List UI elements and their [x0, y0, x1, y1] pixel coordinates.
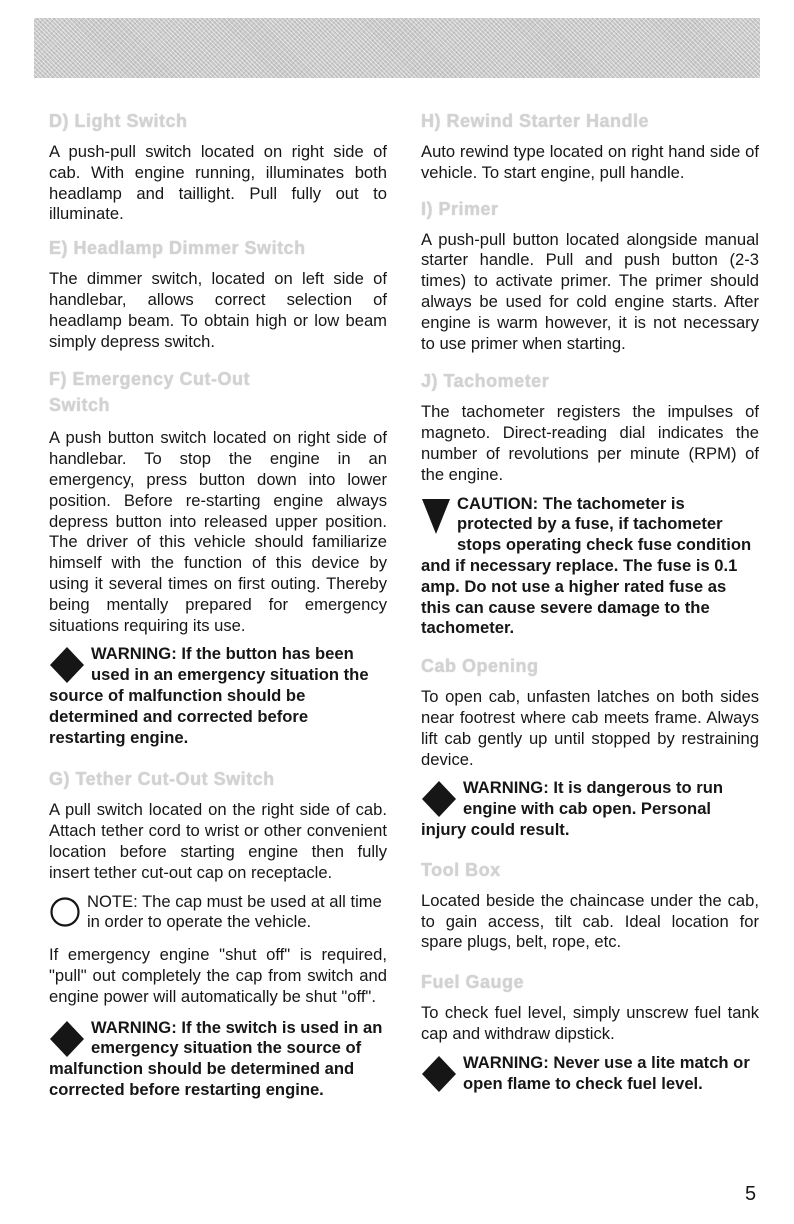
- tether-switch-warning-text: WARNING: If the switch is used in an emergency situation the source of malfunction should be determined and corrected before restarting engine.: [49, 1017, 383, 1099]
- note-circle-icon: [49, 896, 81, 928]
- heading-tachometer: J) Tachometer: [421, 371, 550, 392]
- warning-diamond-icon: [421, 1055, 457, 1093]
- heading-primer: I) Primer: [421, 198, 499, 219]
- warning-diamond-icon: [49, 646, 85, 684]
- tether-switch-note: [49, 892, 387, 934]
- emergency-cutout-warning: [49, 644, 387, 748]
- caution-triangle-icon: [421, 496, 451, 536]
- tachometer-caution-text: CAUTION: The tachometer is protected by a fuse, if tachometer stops operating check fuse condition and if necessary replace. The fuse is 0.1 amp. Do not use a higher rated fuse as this can cause severe damage to the tachometer.: [421, 493, 752, 638]
- right-column: [421, 110, 759, 1110]
- left-column: [49, 110, 387, 1117]
- cab-opening-body: To open cab, unfasten latches on both sides near footrest where cab meets frame. Always lift cab gently up until stopped by restraining device.: [421, 687, 759, 769]
- heading-tether-switch: G) Tether Cut-Out Switch: [49, 769, 275, 790]
- rewind-starter-body: Auto rewind type located on right hand side of vehicle. To start engine, pull handle.: [421, 142, 759, 182]
- tool-box-body: Located beside the chaincase under the cab, to gain access, tilt cab. Ideal location for spare plugs, belt, rope, etc.: [421, 890, 759, 952]
- warning-diamond-icon: [421, 780, 457, 818]
- heading-emergency-cutout: F) Emergency Cut-Out Switch: [49, 369, 251, 416]
- tether-switch-note-text: NOTE: The cap must be used at all time in order to operate the vehicle.: [87, 891, 382, 932]
- tether-switch-body: A pull switch located on the right side of cab. Attach tether cord to wrist or other convenient location before starting engine then fully insert tether cut-out cap on receptacle.: [49, 800, 387, 882]
- heading-tool-box: Tool Box: [421, 859, 501, 880]
- page-number: 5: [745, 1183, 757, 1205]
- header-banner: [34, 18, 760, 78]
- tether-switch-body2: If emergency engine "shut off" is required, "pull" out completely the cap from switch and engine power will automatically be shut "off".: [49, 945, 387, 1006]
- heading-light-switch: D) Light Switch: [49, 111, 188, 131]
- cab-opening-warning: [421, 778, 759, 840]
- tachometer-body: The tachometer registers the impulses of magneto. Direct-reading dial indicates the number of revolutions per minute (RPM) of the engine.: [421, 402, 759, 484]
- cab-opening-warning-text: WARNING: It is dangerous to run engine with cab open. Personal injury could result.: [421, 778, 723, 839]
- dimmer-switch-body: The dimmer switch, located on left side of handlebar, allows correct selection of headlamp beam. To obtain high or low beam simply depress switch.: [49, 269, 387, 351]
- heading-fuel-gauge: Fuel Gauge: [421, 972, 525, 993]
- warning-diamond-icon: [49, 1020, 85, 1058]
- tachometer-caution: [421, 494, 759, 640]
- fuel-gauge-warning-text: WARNING: Never use a lite match or open flame to check fuel level.: [463, 1052, 750, 1093]
- emergency-cutout-body: A push button switch located on right side of handlebar. To stop the engine in an emergency, press button down into lower position. Before re-starting engine always depress button into released upper position. The driver of this vehicle should familiarize himself with the function of this device by using it several times on first outing. Thereby being mentally prepared for emergency situations requiring its use.: [49, 428, 387, 635]
- emergency-cutout-warning-text: WARNING: If the button has been used in an emergency situation the source of malfunction should be determined and corrected before restarting engine.: [49, 644, 369, 747]
- heading-cab-opening: Cab Opening: [421, 656, 539, 677]
- fuel-gauge-warning: [421, 1053, 759, 1095]
- fuel-gauge-body: To check fuel level, simply unscrew fuel tank cap and withdraw dipstick.: [421, 1003, 759, 1043]
- heading-dimmer-switch: E) Headlamp Dimmer Switch: [49, 238, 306, 259]
- tether-switch-warning: [49, 1018, 387, 1101]
- light-switch-body: A push-pull switch located on right side of cab. With engine running, illuminates both headlamp and taillight. Pull fully out to illuminate.: [49, 142, 387, 224]
- primer-body: A push-pull button located alongside manual starter handle. Pull and push button (2-3 times) to activate primer. The primer should always be used for cold engine starts. After engine is warm however, it is not necessary to use primer when starting.: [421, 229, 759, 353]
- heading-rewind-starter: H) Rewind Starter Handle: [421, 111, 650, 131]
